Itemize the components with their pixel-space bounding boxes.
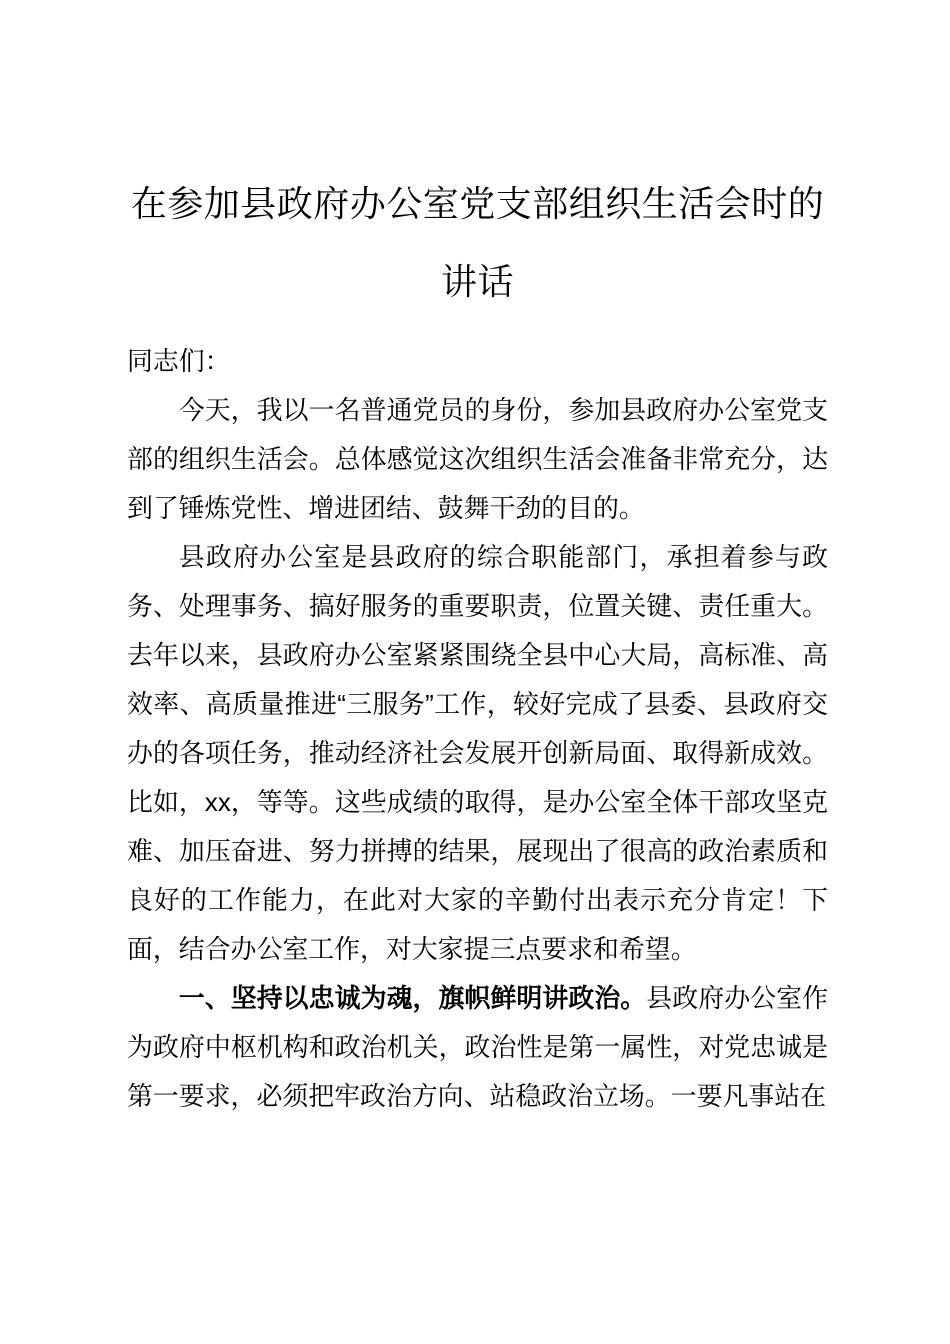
document-title-line-2: 讲话 xyxy=(440,261,514,302)
salutation: 同志们： xyxy=(127,348,231,376)
document-title-line-1: 在参加县政府办公室党支部组织生活会时的 xyxy=(130,183,825,224)
document-title xyxy=(127,165,828,321)
paragraph-2: 县政府办公室是县政府的综合职能部门，承担着参与政务、处理事务、搞好服务的重要职责，位置关键、责任重大。去年以来，县政府办公室紧紧围绕全县中心大局，高标准、高效率、高质量推进“三服务”工作，较好完成了县委、县政府交办的各项任务，推动经济社会发展开创新局面、取得新成效。比如，xx，等等。这些成绩的取得，是办公室全体干部攻坚克难、加压奋进、努力拼搏的结果，展现出了很高的政治素质和良好的工作能力，在此对大家的辛勤付出表示充分肯定！下面，结合办公室工作，对大家提三点要求和希望。 xyxy=(127,544,828,964)
paragraph-3: 一、坚持以忠诚为魂，旗帜鲜明讲政治。县政府办公室作为政府中枢机构和政治机关，政治性是第一属性，对党忠诚是第一要求，必须把牢政治方向、站稳政治立场。一要凡事站在 xyxy=(127,985,828,1111)
paragraph-3-bold-lead: 一、坚持以忠诚为魂，旗帜鲜明讲政治。 xyxy=(178,985,647,1013)
paragraph-1: 今天，我以一名普通党员的身份，参加县政府办公室党支部的组织生活会。总体感觉这次组织生活会准备非常充分，达到了锤炼党性、增进团结、鼓舞干劲的目的。 xyxy=(127,397,828,523)
document-body xyxy=(127,338,828,1122)
